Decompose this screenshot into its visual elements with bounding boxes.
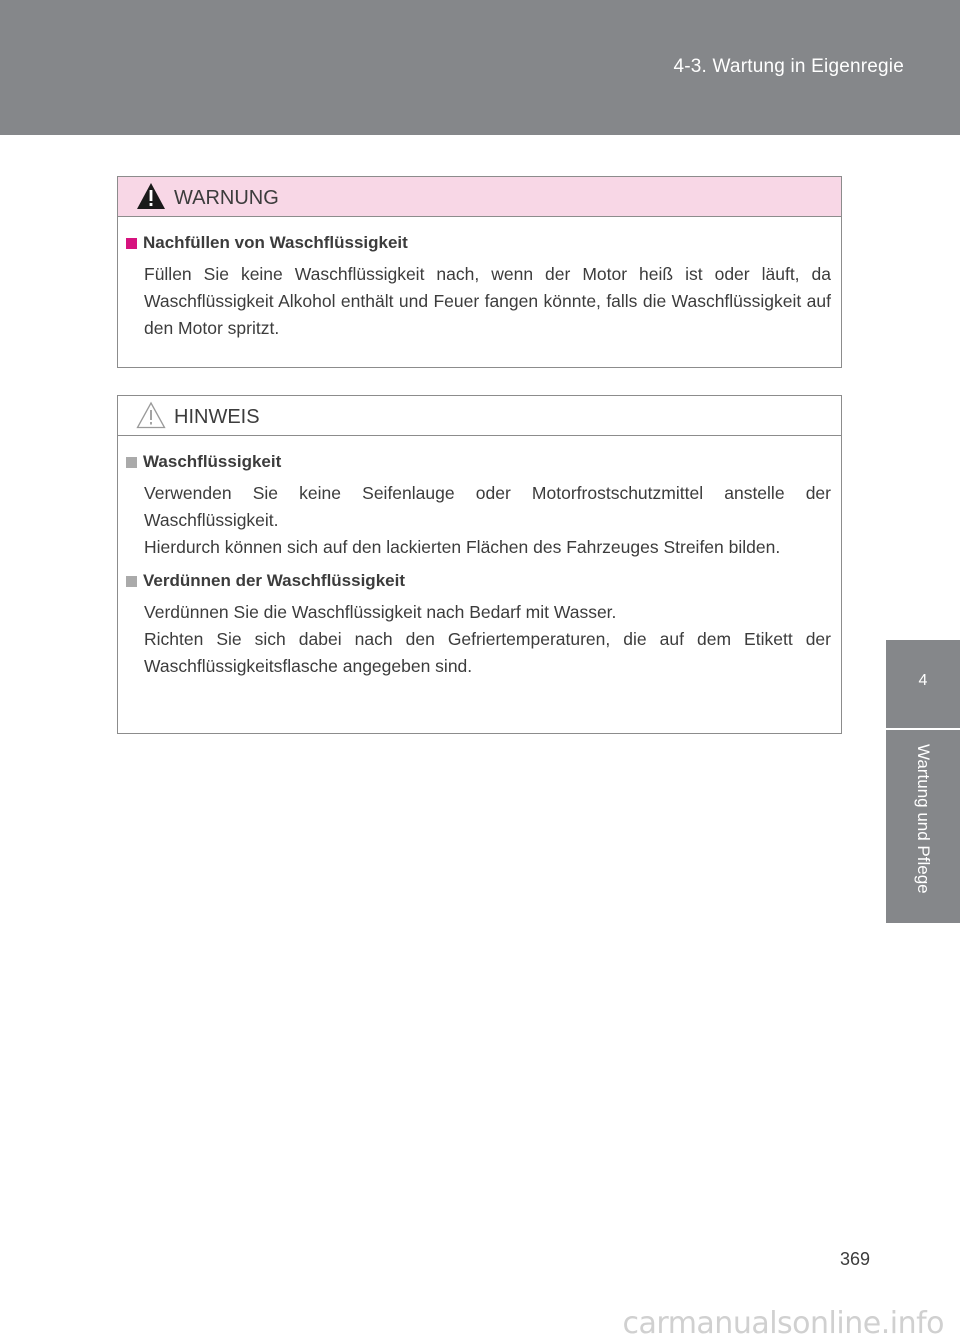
square-bullet-icon: [126, 238, 137, 249]
square-bullet-icon: [126, 457, 137, 468]
warning-box: [117, 176, 842, 368]
notice-box-body: [118, 436, 841, 680]
chapter-title: Wartung und Pflege: [914, 744, 933, 894]
notice-item-heading: [126, 452, 831, 472]
chapter-number: 4: [918, 672, 928, 689]
warning-box-body: [118, 217, 841, 342]
warning-item-heading-text: Nachfüllen von Waschflüssigkeit: [143, 233, 408, 252]
notice-item-heading-text: Verdünnen der Waschflüssigkeit: [143, 571, 405, 590]
notice-item-text: Verwenden Sie keine Seifenlauge oder Motorfrostschutzmittel anstelle der Waschflüssigkeit.: [144, 483, 831, 530]
notice-item-text: Verdünnen Sie die Waschflüssigkeit nach Bedarf mit Wasser.: [144, 602, 617, 622]
warning-item-text: Füllen Sie keine Waschflüssigkeit nach, wenn der Motor heiß ist oder läuft, da Waschflüssigkeit Alkohol enthält und Feuer fangen könnte, falls die Waschflüssigkeit auf den Motor spritzt.: [144, 264, 831, 338]
page-header: [0, 0, 960, 135]
notice-box-header: [118, 396, 841, 436]
notice-box: [117, 395, 842, 734]
notice-item-heading: [126, 571, 831, 591]
notice-item-heading-text: Waschflüssigkeit: [143, 452, 282, 471]
watermark: carmanualsonline.info: [622, 1306, 944, 1341]
caution-triangle-outline-icon: [136, 401, 166, 429]
warning-label: WARNUNG: [174, 187, 279, 209]
warning-box-header: [118, 177, 841, 217]
section-title: 4-3. Wartung in Eigenregie: [673, 56, 904, 77]
warning-item-heading: [126, 233, 831, 253]
warning-triangle-filled-icon: [136, 182, 166, 210]
chapter-tab-divider: [886, 728, 960, 730]
page-number: 369: [840, 1249, 871, 1269]
chapter-tab: [886, 640, 960, 923]
notice-item-text: Hierdurch können sich auf den lackierten Flächen des Fahrzeuges Streifen bilden.: [144, 537, 781, 557]
square-bullet-icon: [126, 576, 137, 587]
notice-label: HINWEIS: [174, 406, 260, 428]
notice-item-text: Richten Sie sich dabei nach den Gefriertemperaturen, die auf dem Etikett der Waschflüssigkeitsflasche angegeben sind.: [144, 629, 831, 676]
